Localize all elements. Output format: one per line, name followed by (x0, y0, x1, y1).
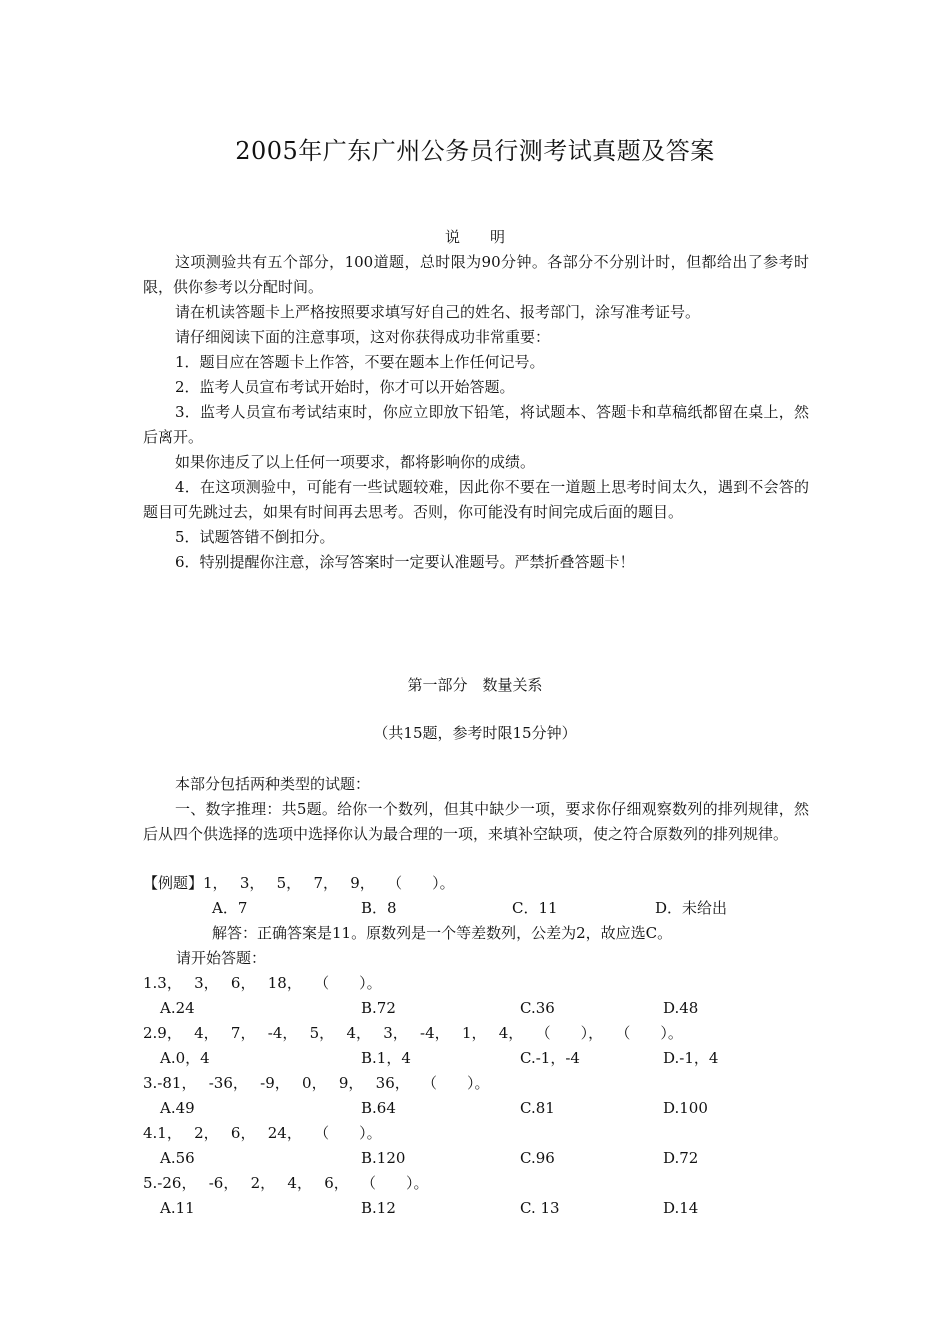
question-2-option-c: C.-1，-4 (520, 1049, 580, 1067)
instruction-note-5: 5．试题答错不倒扣分。 (175, 528, 335, 546)
example-option-c: C．11 (512, 899, 558, 917)
example-option-d: D．未给出 (655, 899, 728, 917)
question-1-option-c: C.36 (520, 999, 555, 1017)
example-option-a: A．7 (212, 899, 248, 917)
part1-type1-description: 一、数字推理：共5题。给你一个数列，但其中缺少一项，要求你仔细观察数列的排列规律，然后从四个供选择的选项中选择你认为最合理的一项，来填补空缺项，使之符合原数列的排列规律。 (143, 800, 809, 843)
instructions-heading: 说 明 (444, 228, 505, 246)
example-answer: 解答：正确答案是11。原数列是一个等差数列，公差为2，故应选C。 (212, 924, 673, 942)
instruction-note-6: 6．特别提醒你注意，涂写答案时一定要认准题号。严禁折叠答题卡！ (175, 553, 635, 571)
part1-subheading: （共15题，参考时限15分钟） (373, 724, 577, 742)
question-2-option-d: D.-1，4 (663, 1049, 719, 1067)
question-2-option-b: B.1，4 (361, 1049, 411, 1067)
part1-intro: 本部分包括两种类型的试题： (175, 775, 371, 793)
question-5-option-c: C. 13 (520, 1199, 560, 1217)
question-3-option-b: B.64 (361, 1099, 396, 1117)
question-5-option-d: D.14 (663, 1199, 699, 1217)
example-sequence: 1， 3， 5， 7， 9， （ ）。 (203, 874, 455, 892)
example-option-b: B．8 (361, 899, 397, 917)
example-label: 【例题】 (143, 874, 204, 892)
question-2-option-a: A.0，4 (160, 1049, 210, 1067)
question-1-option-b: B.72 (361, 999, 396, 1017)
question-3-option-c: C.81 (520, 1099, 555, 1117)
question-3-option-d: D.100 (663, 1099, 708, 1117)
question-4-stem: 4.1， 2， 6， 24， （ ）。 (143, 1124, 382, 1142)
question-5-option-b: B.12 (361, 1199, 396, 1217)
start-prompt: 请开始答题： (176, 949, 267, 967)
instruction-note-3: 3．监考人员宣布考试结束时，你应立即放下铅笔，将试题本、答题卡和草稿纸都留在桌上，然后离开。 (143, 403, 809, 446)
instruction-note-4: 4．在这项测验中，可能有一些试题较难，因此你不要在一道题上思考时间太久，遇到不会答的题目可先跳过去，如果有时间再去思考。否则，你可能没有时间完成后面的题目。 (143, 478, 809, 521)
part1-heading: 第一部分 数量关系 (407, 676, 543, 694)
question-3-stem: 3.-81， -36， -9， 0， 9， 36， （ ）。 (143, 1074, 490, 1092)
instructions-paragraph-3: 请仔细阅读下面的注意事项，这对你获得成功非常重要： (175, 328, 551, 346)
instruction-note-2: 2．监考人员宣布考试开始时，你才可以开始答题。 (175, 378, 515, 396)
question-1-stem: 1.3， 3， 6， 18， （ ）。 (143, 974, 382, 992)
question-4-option-c: C.96 (520, 1149, 555, 1167)
question-4-option-d: D.72 (663, 1149, 699, 1167)
question-1-option-d: D.48 (663, 999, 699, 1017)
instructions-paragraph-4: 如果你违反了以上任何一项要求，都将影响你的成绩。 (175, 453, 536, 471)
question-5-stem: 5.-26， -6， 2， 4， 6， （ ）。 (143, 1174, 429, 1192)
question-4-option-a: A.56 (160, 1149, 195, 1167)
question-2-stem: 2.9， 4， 7， -4， 5， 4， 3， -4， 1， 4， （ ）， （ ）。 (143, 1024, 683, 1042)
question-5-option-a: A.11 (160, 1199, 195, 1217)
instructions-paragraph-2: 请在机读答题卡上严格按照要求填写好自己的姓名、报考部门，涂写准考证号。 (175, 303, 701, 321)
question-1-option-a: A.24 (160, 999, 195, 1017)
question-4-option-b: B.120 (361, 1149, 406, 1167)
instruction-note-1: 1．题目应在答题卡上作答，不要在题本上作任何记号。 (175, 353, 545, 371)
example-row (143, 872, 455, 894)
question-3-option-a: A.49 (160, 1099, 195, 1117)
document-title: 2005年广东广州公务员行测考试真题及答案 (235, 137, 715, 165)
instructions-paragraph-1: 这项测验共有五个部分，100道题，总时限为90分钟。各部分不分别计时，但都给出了参考时限，供你参考以分配时间。 (143, 253, 809, 296)
